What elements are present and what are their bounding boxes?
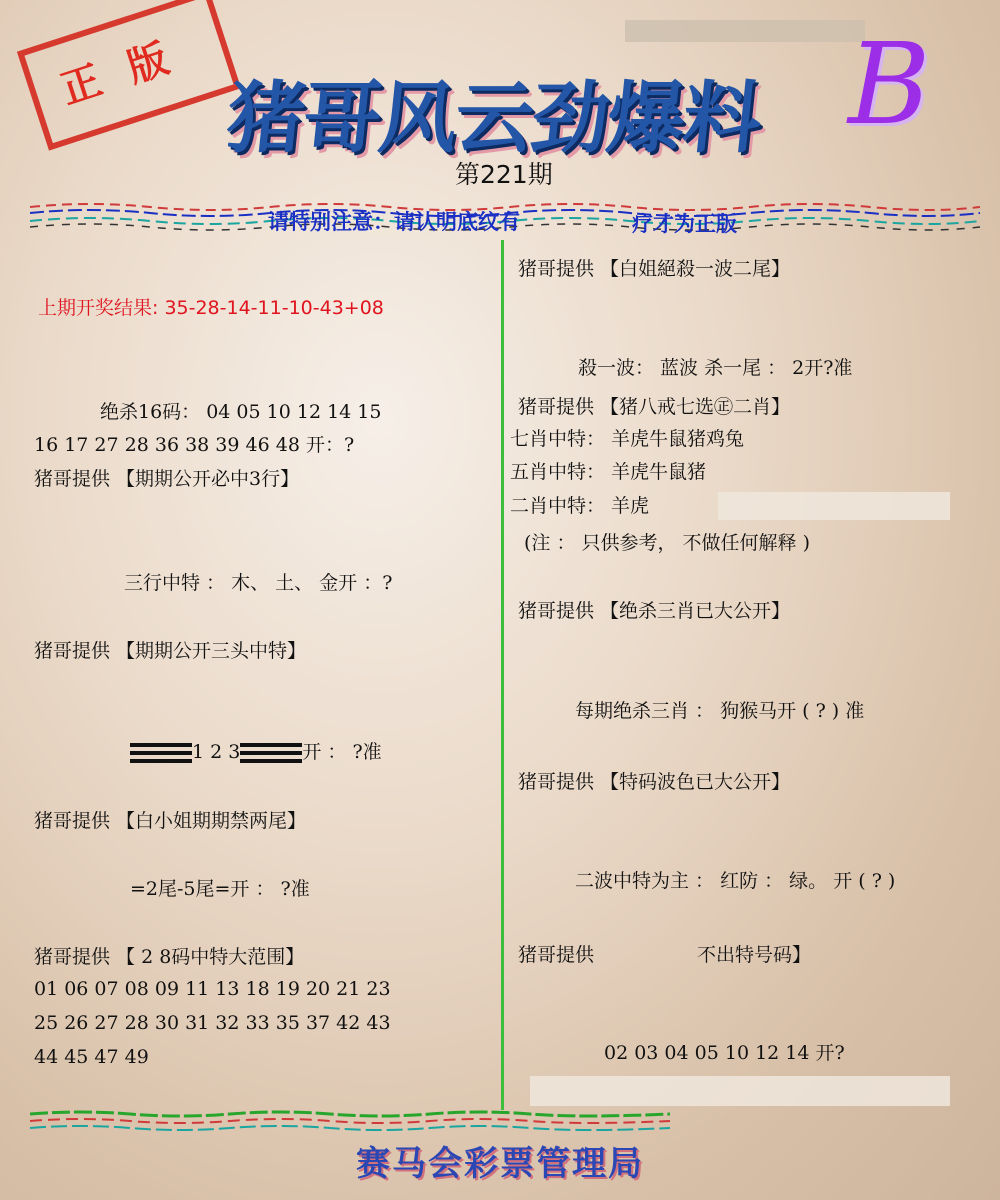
- notice-text-left: 请特别注意：请认明底纹有: [268, 210, 520, 234]
- kill16-line2: 16 17 27 28 36 38 39 46 48 开：?: [34, 434, 355, 456]
- footer-wave-lines: [30, 1110, 670, 1134]
- authentic-stamp: 正版: [17, 0, 241, 151]
- block-bar-icon: [240, 743, 302, 763]
- edition-letter: B: [848, 20, 931, 150]
- section-no-special-header-tail: 不出特号码】: [697, 944, 812, 966]
- zodiac-five: 五肖中特： 羊虎牛鼠猪: [510, 461, 707, 483]
- section-three-heads-header: 猪哥提供 【期期公开三头中特】: [34, 640, 307, 662]
- section-wave-tails-header: 猪哥提供 【白姐絕殺一波二尾】: [518, 258, 791, 280]
- header-redaction-strip: [625, 20, 865, 42]
- redaction-patch: [530, 1076, 950, 1106]
- color-body: 二波中特为主 ： 红防 ： 绿。 开 ( ? ): [575, 870, 896, 892]
- codes-row-2: 25 26 27 28 30 31 32 33 35 37 42 43: [34, 1012, 391, 1034]
- section-no-special-header: 猪哥提供: [518, 944, 595, 966]
- section-kill-three-header: 猪哥提供 【绝杀三肖已大公开】: [518, 600, 791, 622]
- three-elements-body: 三行中特 ： 木、 土、 金开 ：?: [124, 572, 393, 594]
- tails-body: =2尾-5尾=开 ： ?准: [130, 878, 310, 900]
- section-color-header: 猪哥提供 【特码波色已大公开】: [518, 771, 791, 793]
- section-zodiac-header: 猪哥提供 【猪八戒七选㊣二肖】: [518, 396, 791, 418]
- last-draw-result: 上期开奖结果: 35-28-14-11-10-43+08: [38, 297, 384, 319]
- three-heads-body: [130, 737, 382, 764]
- kill16-line1: 绝杀16码： 04 05 10 12 14 15: [100, 401, 382, 423]
- wave-tails-body: 殺一波： 蓝波 杀一尾 ： 2开?准: [578, 357, 853, 379]
- three-heads-open: 开 ： ?准: [302, 741, 382, 763]
- no-special-body: 02 03 04 05 10 12 14 开?: [604, 1042, 845, 1064]
- kill-three-body: 每期绝杀三肖 ： 狗猴马开 ( ? ) 准: [575, 700, 865, 722]
- section-three-elements-header: 猪哥提供 【期期公开必中3行】: [34, 468, 300, 490]
- codes-row-3: 44 45 47 49: [34, 1046, 149, 1068]
- zodiac-two: 二肖中特： 羊虎: [510, 495, 650, 517]
- section-tails-header: 猪哥提供 【白小姐期期禁两尾】: [34, 810, 307, 832]
- block-bar-icon: [130, 743, 192, 763]
- codes-row-1: 01 06 07 08 09 11 13 18 19 20 21 23: [34, 978, 391, 1000]
- zodiac-note: (注 ： 只供参考， 不做任何解释 ): [524, 532, 810, 554]
- zodiac-seven: 七肖中特： 羊虎牛鼠猪鸡兔: [510, 428, 745, 450]
- page-title: 猪哥风云劲爆料: [222, 74, 765, 164]
- notice-text-right: 疗才为正版: [632, 212, 737, 236]
- three-heads-digits: 1 2 3: [192, 741, 241, 763]
- column-divider: [501, 240, 504, 1110]
- issue-number: 第221期: [455, 160, 553, 189]
- footer-issuer: 赛马会彩票管理局: [356, 1144, 644, 1184]
- redaction-patch: [718, 492, 950, 520]
- section-28-codes-header: 猪哥提供 【 2 8码中特大范围】: [34, 946, 305, 968]
